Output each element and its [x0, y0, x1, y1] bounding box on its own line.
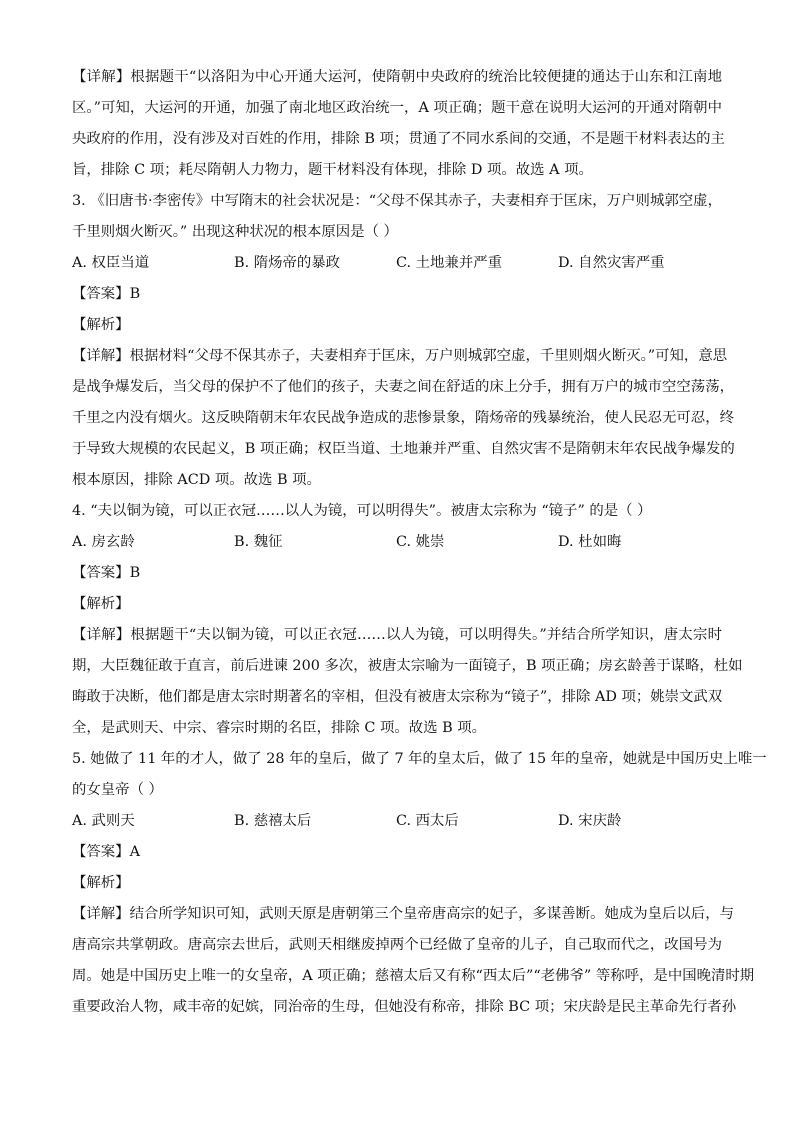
answer-option: A. 房玄龄 [72, 534, 135, 550]
text-line: 3. 《旧唐书·李密传》中写隋末的社会状况是：“父母不保其赤子，夫妻相弃于匡床，万户则城郭空虚， [72, 193, 722, 209]
answer-option: B. 慈禧太后 [234, 813, 312, 829]
answer-options [72, 248, 722, 279]
text-line: 【详解】根据题干“夫以铜为镜，可以正衣冠……以人为镜，可以明得失。”并结合所学知识，唐太宗时 [72, 627, 722, 643]
text-line: 晦敢于决断，他们都是唐太宗时期著名的宰相，但没有被唐太宗称为“镜子”，排除 AD 项；姚崇文武双 [72, 689, 723, 705]
text-line: 千里则烟火断灭。” 出现这种状况的根本原因是（ ） [72, 224, 398, 240]
text-line: 【答案】B [72, 565, 141, 581]
text-line: 【答案】A [72, 844, 140, 860]
text-line: 4. “夫以铜为镜，可以正衣冠……以人为镜，可以明得失”。被唐太宗称为 “镜子” 的是（ ） [72, 503, 652, 519]
text-line: 是战争爆发后，当父母的保护不了他们的孩子，夫妻之间在舒适的床上分手，拥有万户的城市空空荡荡， [72, 379, 734, 395]
text-line: 重要政治人物，咸丰帝的妃嫔，同治帝的生母，但她没有称帝，排除 BC 项；宋庆龄是民主革命先行者孙 [72, 999, 737, 1015]
text-line: 千里之内没有烟火。这反映隋朝末年农民战争造成的悲惨景象，隋炀帝的残暴统治，使人民忍无可忍，终 [72, 410, 734, 426]
answer-option: D. 杜如晦 [558, 534, 622, 550]
text-line: 【解析】 [72, 317, 130, 333]
answer-option: A. 武则天 [72, 813, 135, 829]
text-line: 【详解】根据题干“以洛阳为中心开通大运河，使隋朝中央政府的统治比较便捷的通达于山东和江南地 [72, 69, 722, 85]
answer-option: B. 魏征 [234, 534, 283, 550]
answer-options [72, 527, 722, 558]
answer-option: B. 隋炀帝的暴政 [234, 255, 341, 271]
text-line: 的女皇帝（ ） [72, 782, 163, 798]
answer-option: D. 宋庆龄 [558, 813, 622, 829]
text-line: 【答案】B [72, 286, 141, 302]
text-line: 区。”可知，大运河的开通，加强了南北地区政治统一，A 项正确；题干意在说明大运河的开通对隋朝中 [72, 100, 722, 116]
answer-option: C. 土地兼并严重 [396, 255, 502, 271]
text-line: 周。她是中国历史上唯一的女皇帝，A 项正确；慈禧太后又有称“西太后”“老佛爷” 等称呼，是中国晚清时期 [72, 968, 755, 984]
text-line: 根本原因，排除 ACD 项。故选 B 项。 [72, 472, 321, 488]
answer-option: C. 姚崇 [396, 534, 445, 550]
text-line: 【详解】结合所学知识可知，武则天原是唐朝第三个皇帝唐高宗的妃子，多谋善断。她成为皇后以后，与 [72, 906, 734, 922]
text-line: 【详解】根据材料“父母不保其赤子，夫妻相弃于匡床，万户则城郭空虚，千里则烟火断灭。”可知，意思 [72, 348, 728, 364]
answer-option: A. 权臣当道 [72, 255, 150, 271]
text-line: 期，大臣魏征敢于直言，前后进谏 200 多次，被唐太宗喻为一面镜子，B 项正确；房玄龄善于谋略，杜如 [72, 658, 743, 674]
text-line: 【解析】 [72, 596, 130, 612]
text-line: 唐高宗共掌朝政。唐高宗去世后，武则天相继废掉两个已经做了皇帝的儿子，自己取而代之，改国号为 [72, 937, 722, 953]
answer-option: C. 西太后 [396, 813, 459, 829]
text-line: 旨，排除 C 项；耗尽隋朝人力物力，题干材料没有体现，排除 D 项。故选 A 项。 [72, 162, 593, 178]
answer-option: D. 自然灾害严重 [558, 255, 665, 271]
text-line: 5. 她做了 11 年的才人，做了 28 年的皇后，做了 7 年的皇太后，做了 15 年的皇帝，她就是中国历史上唯一 [72, 751, 767, 767]
text-line: 全，是武则天、中宗、睿宗时期的名臣，排除 C 项。故选 B 项。 [72, 720, 487, 736]
answer-options [72, 806, 722, 837]
text-line: 于导致大规模的农民起义，B 项正确；权臣当道、土地兼并严重、自然灾害不是隋朝末年农民战争爆发的 [72, 441, 735, 457]
text-line: 央政府的作用，没有涉及对百姓的作用，排除 B 项；贯通了不同水系间的交通，不是题干材料表达的主 [72, 131, 725, 147]
text-line: 【解析】 [72, 875, 130, 891]
document-page [72, 62, 767, 1023]
